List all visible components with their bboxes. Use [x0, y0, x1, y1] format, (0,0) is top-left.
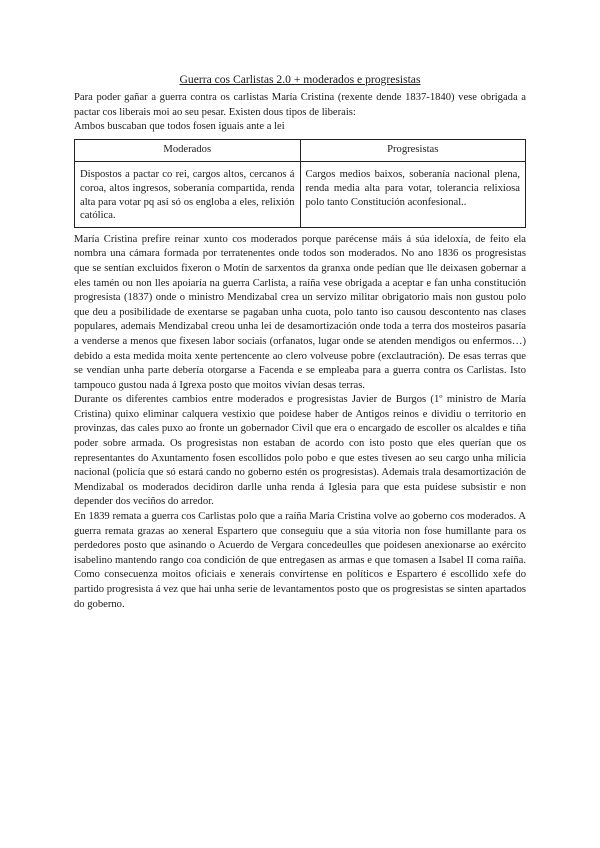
table-row — [75, 162, 526, 227]
cell-moderados: Dispostos a pactar co rei, cargos altos, cercanos á coroa, altos ingresos, soberanía compartida, renda alta para votar pq así só os engloba a eles, relixión católica. — [75, 162, 301, 227]
header-progresistas: Progresistas — [300, 139, 526, 162]
table-header-row — [75, 139, 526, 162]
intro-paragraph: Para poder gañar a guerra contra os carlistas María Cristina (rexente dende 1837-1840) vese obrigada a pactar cos liberais moi ao seu pesar. Existen dous tipos de liberais: — [74, 92, 526, 118]
document-page — [74, 72, 526, 612]
body-paragraph-2: Durante os diferentes cambios entre moderados e progresistas Javier de Burgos (1º ministro de María Cristina) quixo eliminar calquera vestixio que poidese haber de Antigos reinos e dividiu o territorio en provinzas, das cales puxo ao fronte un gobernador Civil que era o encargado de escoller os alcaldes e tiña poder sobre armada. Os progresistas non estaban de acordo con isto posto que eles querían que os representantes do Axuntamento fosen escollidos polo pobo e que estes tivesen ao seu cargo unha milicia nacional (policía que só estará cando no goberno estén os progresistas). Ademais trala desamortización de Mendizabal os moderados decidiron darlle unha renda á Iglesia para que esta puidese subsistir e non depender dos veciños do arredor. — [74, 394, 526, 508]
document-title: Guerra cos Carlistas 2.0 + moderados e progresistas — [179, 73, 421, 86]
intro-line: Ambos buscaban que todos fosen iguais ante a lei — [74, 121, 285, 133]
header-moderados: Moderados — [75, 139, 301, 162]
body-paragraph-3: En 1839 remata a guerra cos Carlistas polo que a raíña María Cristina volve ao goberno cos moderados. A guerra remata grazas ao xeneral Espartero que conseguiu que a súa vitoria non fose humillante para os perdedores posto que asinando o Acuerdo de Vergara concedeulles que poidesen anexionarse ao exército isabelino mantendo rango coa condición de que entregasen as armas e que tomasen a Isabel II coma raíña. Como consecuenza moitos oficiais e xenerais convírtense en políticos e Espartero é escollido xefe do partido progresista á vez que hai unha serie de levantamentos posto que os progresistas se sinten apartados do goberno. — [74, 511, 526, 610]
liberals-comparison-table — [74, 139, 526, 228]
cell-progresistas: Cargos medios baixos, soberanía nacional plena, renda media alta para votar, tolerancia relixiosa polo tanto Constitución aconfesional.. — [300, 162, 526, 227]
body-paragraph-1: María Cristina prefire reinar xunto cos moderados porque parécense máis á súa ideloxía, de feito ela nombra una cámara formada por terratenentes onde todos son moderados. No ano 1836 os progresistas que se sentían excluidos fixeron o Motín de sarxentos da granxa onde pedían que lle deixasen gobernar a eles tamén ou non lles apoiaría na guerra Carlista, a raíña vese obrigada a aceptar e fan unha constitución progresista (1837) onde o ministro Mendizabal crea un servizo militar obrigatorio mais non gustou polo que deu a posibilidade de exentarse se pagaban unha cuota, polo tanto iso causou descontento nas clases populares, ademais Mendizabal creou unha lei de desamortización onde toda a terra dos mosteiros pasaría a venderse a menos que fixesen labor sociais (orfanatos, lugar onde se atenden mendigos ou enfermos…) debido a esta medida moita xente pertencente ao clero volveuse pobre (exclautración). De esas terras que se vendían unha parte debería otorgarse a Facenda e se empleaba para a guerra contra os Carlistas. Isto tampouco gustou nada á Igrexa posto que moitos vivían desas terras. — [74, 233, 526, 391]
